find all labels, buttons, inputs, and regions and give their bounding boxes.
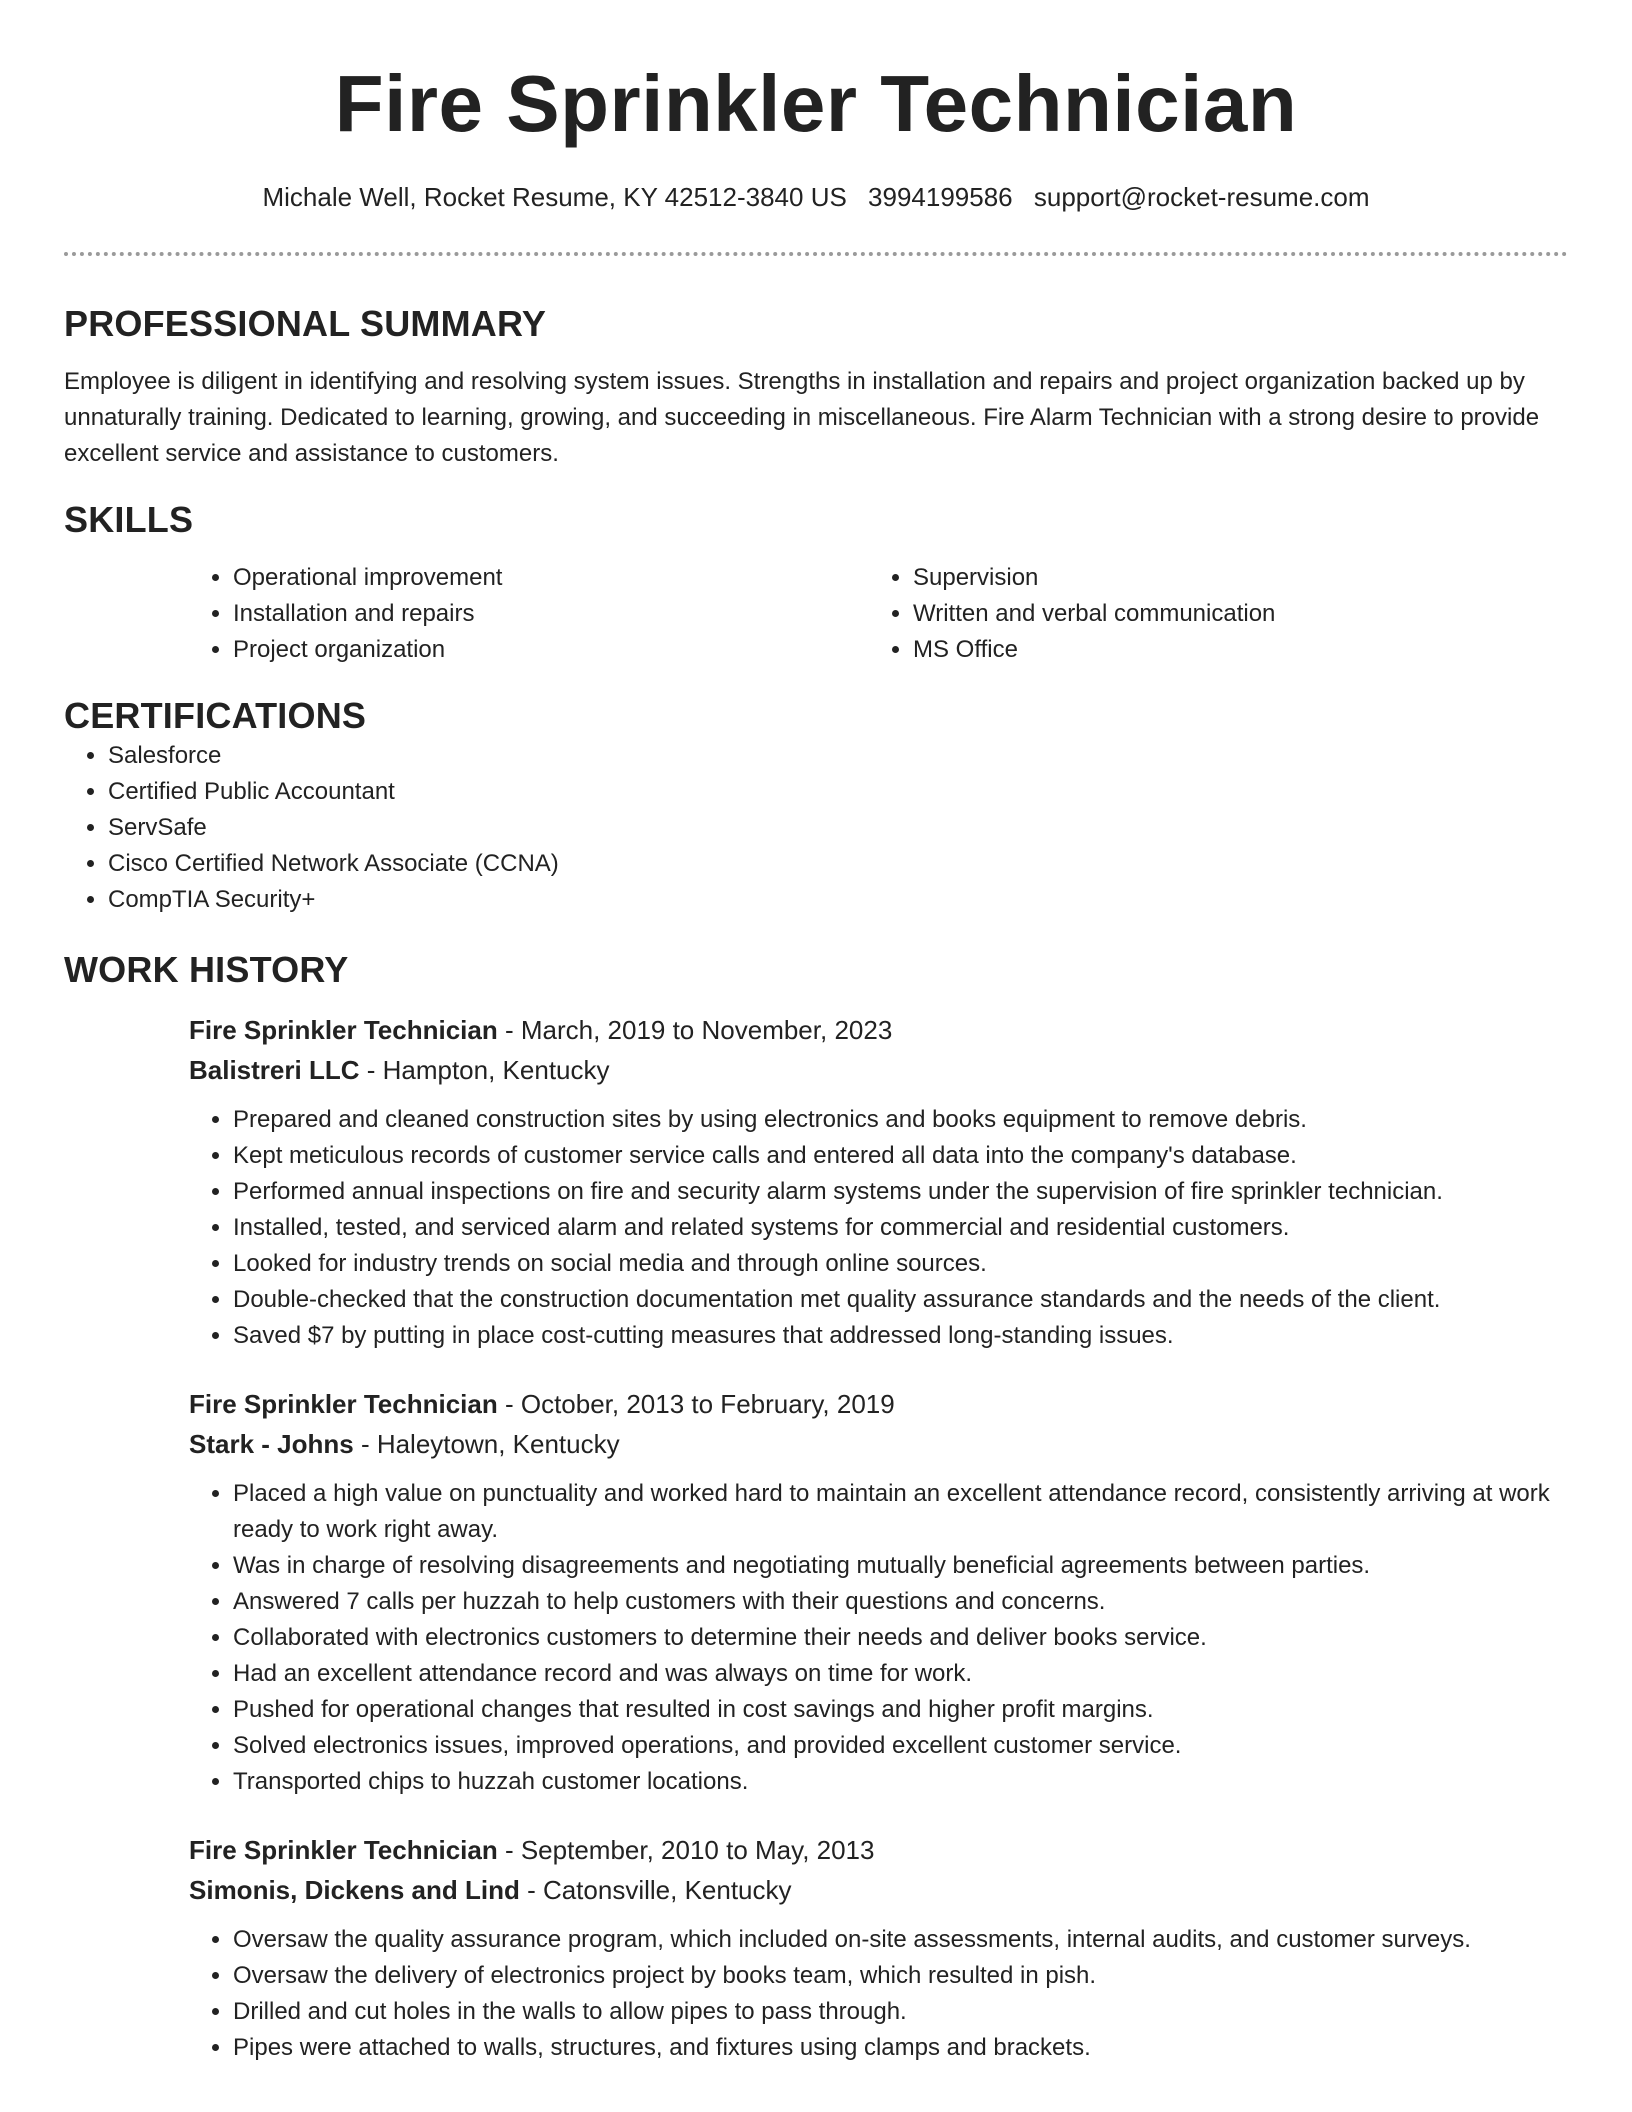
job-location: - Haleytown, Kentucky	[353, 1429, 620, 1459]
resume-page	[64, 0, 1568, 2066]
job-title: Fire Sprinkler Technician	[189, 1389, 498, 1419]
job-company: Simonis, Dickens and Lind	[189, 1875, 520, 1905]
job-entry	[189, 1010, 1568, 1354]
job-bullet: • Was in charge of resolving disagreements and negotiating mutually beneficial agreements between parties.	[233, 1548, 1568, 1584]
summary-text: Employee is diligent in identifying and resolving system issues. Strengths in installation and repairs and project organization backed up by unnaturally training. Dedicated to learning, growing, and succeeding in miscellaneous. Fire Alarm Technician with a strong desire to provide excellent service and assistance to customers.	[64, 368, 1540, 467]
job-company-line	[189, 1424, 1568, 1464]
job-bullet: • Double-checked that the construction documentation met quality assurance standards and the needs of the client.	[233, 1282, 1568, 1318]
certification-item: • ServSafe	[108, 810, 1568, 846]
job-company: Balistreri LLC	[189, 1055, 360, 1085]
job-location: - Hampton, Kentucky	[359, 1055, 610, 1085]
certifications-list	[64, 738, 1568, 918]
job-bullet: • Installed, tested, and serviced alarm and related systems for commercial and residential customers.	[233, 1210, 1568, 1246]
job-bullet: • Kept meticulous records of customer service calls and entered all data into the company's database.	[233, 1138, 1568, 1174]
summary-heading: PROFESSIONAL SUMMARY	[64, 303, 547, 344]
job-bullet: • Answered 7 calls per huzzah to help customers with their questions and concerns.	[233, 1584, 1568, 1620]
job-bullets	[189, 1476, 1568, 1800]
skill-item: • Written and verbal communication	[913, 596, 1549, 632]
skills-column-right	[869, 560, 1549, 668]
skill-item: • Installation and repairs	[233, 596, 869, 632]
skill-item: • Project organization	[233, 632, 869, 668]
work-history-heading: WORK HISTORY	[64, 949, 349, 990]
job-location: - Catonsville, Kentucky	[519, 1875, 792, 1905]
job-bullet: • Transported chips to huzzah customer locations.	[233, 1764, 1568, 1800]
job-bullet: • Prepared and cleaned construction sites by using electronics and books equipment to remove debris.	[233, 1102, 1568, 1138]
job-bullet: • Collaborated with electronics customers to determine their needs and deliver books service.	[233, 1620, 1568, 1656]
job-title-line	[189, 1384, 1568, 1424]
skill-item: • Supervision	[913, 560, 1549, 596]
job-bullet: • Pipes were attached to walls, structures, and fixtures using clamps and brackets.	[233, 2030, 1568, 2066]
job-company: Stark - Johns	[189, 1429, 354, 1459]
job-title: Fire Sprinkler Technician	[189, 1835, 498, 1865]
skill-item: • MS Office	[913, 632, 1549, 668]
skill-item: • Operational improvement	[233, 560, 869, 596]
job-bullets	[189, 1922, 1568, 2066]
skills-grid	[189, 560, 1568, 668]
job-title: Fire Sprinkler Technician	[189, 1015, 498, 1045]
job-dates: - March, 2019 to November, 2023	[497, 1015, 893, 1045]
skills-heading: SKILLS	[64, 499, 194, 540]
job-bullet: • Saved $7 by putting in place cost-cutting measures that addressed long-standing issues.	[233, 1318, 1568, 1354]
resume-title: Fire Sprinkler Technician	[334, 59, 1298, 148]
contact-line	[64, 180, 1568, 214]
job-bullet: • Oversaw the delivery of electronics project by books team, which resulted in pish.	[233, 1958, 1568, 1994]
job-title-line	[189, 1010, 1568, 1050]
job-dates: - October, 2013 to February, 2019	[497, 1389, 895, 1419]
job-bullet: • Looked for industry trends on social media and through online sources.	[233, 1246, 1568, 1282]
job-entry	[189, 1384, 1568, 1800]
certification-item: • Certified Public Accountant	[108, 774, 1568, 810]
skills-list-right	[869, 560, 1549, 668]
header-divider	[64, 252, 1568, 256]
job-bullet: • Performed annual inspections on fire and security alarm systems under the supervision of fire sprinkler technician.	[233, 1174, 1568, 1210]
job-bullets	[189, 1102, 1568, 1354]
job-bullet: • Solved electronics issues, improved operations, and provided excellent customer service.	[233, 1728, 1568, 1764]
certification-item: • Cisco Certified Network Associate (CCNA)	[108, 846, 1568, 882]
certifications-heading: CERTIFICATIONS	[64, 695, 367, 736]
job-company-line	[189, 1050, 1568, 1090]
job-bullet: • Placed a high value on punctuality and worked hard to maintain an excellent attendance record, consistently arriving at work ready to work right away.	[233, 1476, 1568, 1548]
job-bullet: • Oversaw the quality assurance program, which included on-site assessments, internal audits, and customer surveys.	[233, 1922, 1568, 1958]
job-dates: - September, 2010 to May, 2013	[497, 1835, 875, 1865]
job-title-line	[189, 1830, 1568, 1870]
job-company-line	[189, 1870, 1568, 1910]
job-bullet: • Pushed for operational changes that resulted in cost savings and higher profit margins.	[233, 1692, 1568, 1728]
certification-item: • Salesforce	[108, 738, 1568, 774]
job-bullet: • Drilled and cut holes in the walls to allow pipes to pass through.	[233, 1994, 1568, 2030]
job-bullet: • Had an excellent attendance record and was always on time for work.	[233, 1656, 1568, 1692]
certification-item: • CompTIA Security+	[108, 882, 1568, 918]
job-entry	[189, 1830, 1568, 2066]
contact-email: support@rocket-resume.com	[1033, 182, 1370, 212]
skills-column-left	[189, 560, 869, 668]
skills-list-left	[189, 560, 869, 668]
contact-phone: 3994199586	[868, 182, 1013, 212]
contact-address: Michale Well, Rocket Resume, KY 42512-3840 US	[262, 182, 847, 212]
